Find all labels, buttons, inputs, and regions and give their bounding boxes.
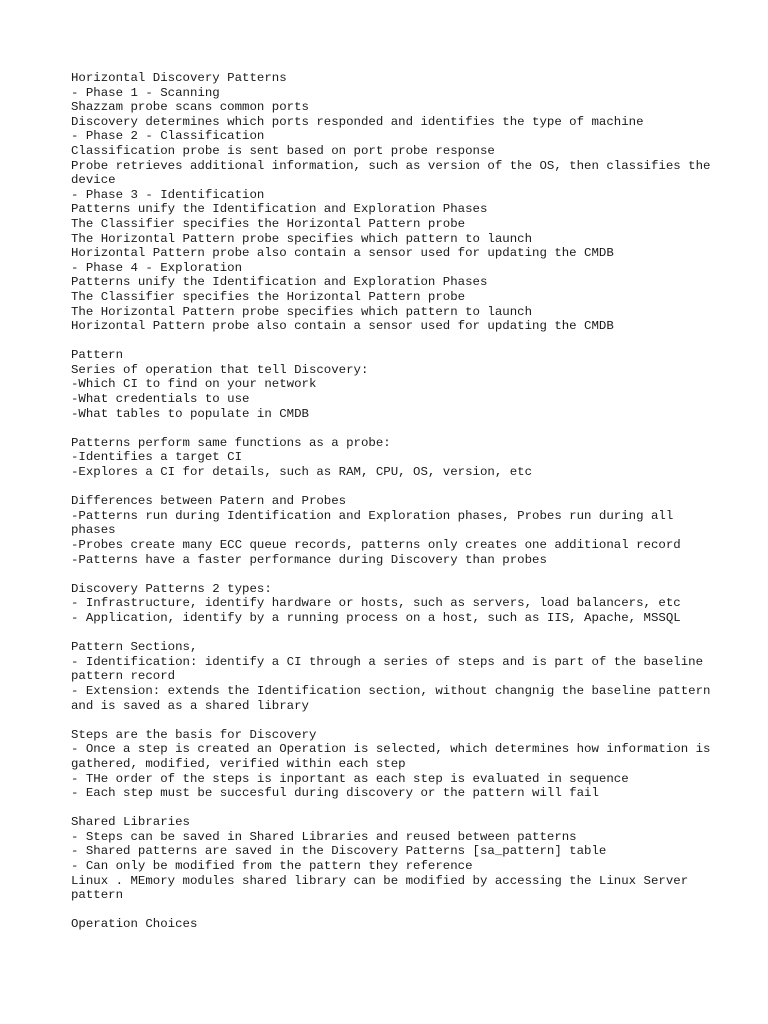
text-line: - Application, identify by a running process on a host, such as IIS, Apache, MSSQL	[71, 610, 681, 625]
text-line: - Identification: identify a CI through a series of steps and is part of the baseline pattern record	[71, 654, 711, 684]
text-line: Series of operation that tell Discovery:	[71, 362, 369, 377]
text-line: Probe retrieves additional information, such as version of the OS, then classifies the device	[71, 158, 718, 188]
text-line: - Infrastructure, identify hardware or hosts, such as servers, load balancers, etc	[71, 596, 681, 611]
text-line: - Extension: extends the Identification section, without changnig the baseline pattern and is saved as a shared library	[71, 683, 718, 713]
section-operation-choices	[71, 917, 711, 932]
text-line: - Phase 2 - Classification	[71, 129, 265, 144]
text-line: -Patterns run during Identification and Exploration phases, Probes run during all phases	[71, 508, 681, 538]
text-line: The Classifier specifies the Horizontal Pattern probe	[71, 289, 466, 304]
text-line: -Patterns have a faster performance during Discovery than probes	[71, 552, 547, 567]
text-line: - THe order of the steps is inportant as each step is evaluated in sequence	[71, 771, 629, 786]
text-line: -What tables to populate in CMDB	[71, 406, 309, 421]
text-line: - Shared patterns are saved in the Discovery Patterns [sa_pattern] table	[71, 844, 607, 859]
text-line: -Probes create many ECC queue records, patterns only creates one additional record	[71, 538, 681, 552]
document-page	[71, 71, 718, 947]
text-line: -Identifies a target CI	[71, 450, 243, 465]
section-heading: Horizontal Discovery Patterns	[71, 71, 287, 85]
text-line: The Classifier specifies the Horizontal Pattern probe	[71, 216, 466, 231]
section-heading: Discovery Patterns 2 types:	[71, 581, 272, 596]
text-line: - Phase 1 - Scanning	[71, 85, 220, 100]
text-line: - Phase 4 - Exploration	[71, 260, 243, 275]
text-line: Discovery determines which ports responded and identifies the type of machine	[71, 114, 644, 129]
text-line: -What credentials to use	[71, 392, 250, 407]
section-heading: Patterns perform same functions as a probe:	[71, 435, 391, 450]
text-line: Horizontal Pattern probe also contain a sensor used for updating the CMDB	[71, 319, 614, 334]
section-heading: Differences between Patern and Probes	[71, 494, 347, 509]
text-line: Horizontal Pattern probe also contain a sensor used for updating the CMDB	[71, 246, 614, 261]
text-line: Patterns unify the Identification and Exploration Phases	[71, 202, 488, 217]
text-line: - Steps can be saved in Shared Libraries and reused between patterns	[71, 829, 577, 844]
text-line: The Horizontal Pattern probe specifies which pattern to launch	[71, 231, 533, 246]
section-shared-libraries	[71, 815, 711, 903]
section-steps	[71, 727, 718, 801]
text-line: - Once a step is created an Operation is selected, which determines how information is gathered, modified, verified within each step	[71, 742, 718, 771]
text-line: -Explores a CI for details, such as RAM, CPU, OS, version, etc	[71, 465, 533, 480]
section-heading: Operation Choices	[71, 917, 198, 932]
text-line: - Each step must be succesful during discovery or the pattern will fail	[71, 786, 599, 801]
section-discovery-pattern-types	[71, 582, 711, 626]
text-line: Shazzam probe scans common ports	[71, 100, 309, 115]
section-heading: Pattern	[71, 348, 124, 363]
section-patterns-perform	[71, 436, 711, 480]
text-line: - Can only be modified from the pattern they reference	[71, 859, 473, 874]
text-line: Classification probe is sent based on port probe response	[71, 143, 495, 158]
text-line: Linux . MEmory modules shared library can be modified by accessing the Linux Server pattern	[71, 873, 696, 903]
section-heading: Steps are the basis for Discovery	[71, 727, 317, 742]
section-pattern	[71, 348, 711, 421]
section-heading: Shared Libraries	[71, 815, 190, 830]
section-pattern-sections	[71, 640, 718, 713]
text-line: Patterns unify the Identification and Exploration Phases	[71, 275, 488, 290]
section-differences	[71, 494, 711, 567]
text-line: The Horizontal Pattern probe specifies which pattern to launch	[71, 304, 533, 319]
text-line: -Which CI to find on your network	[71, 377, 317, 392]
section-heading: Pattern Sections,	[71, 640, 198, 655]
text-line: - Phase 3 - Identification	[71, 187, 265, 202]
section-horizontal-discovery-patterns	[71, 71, 718, 334]
